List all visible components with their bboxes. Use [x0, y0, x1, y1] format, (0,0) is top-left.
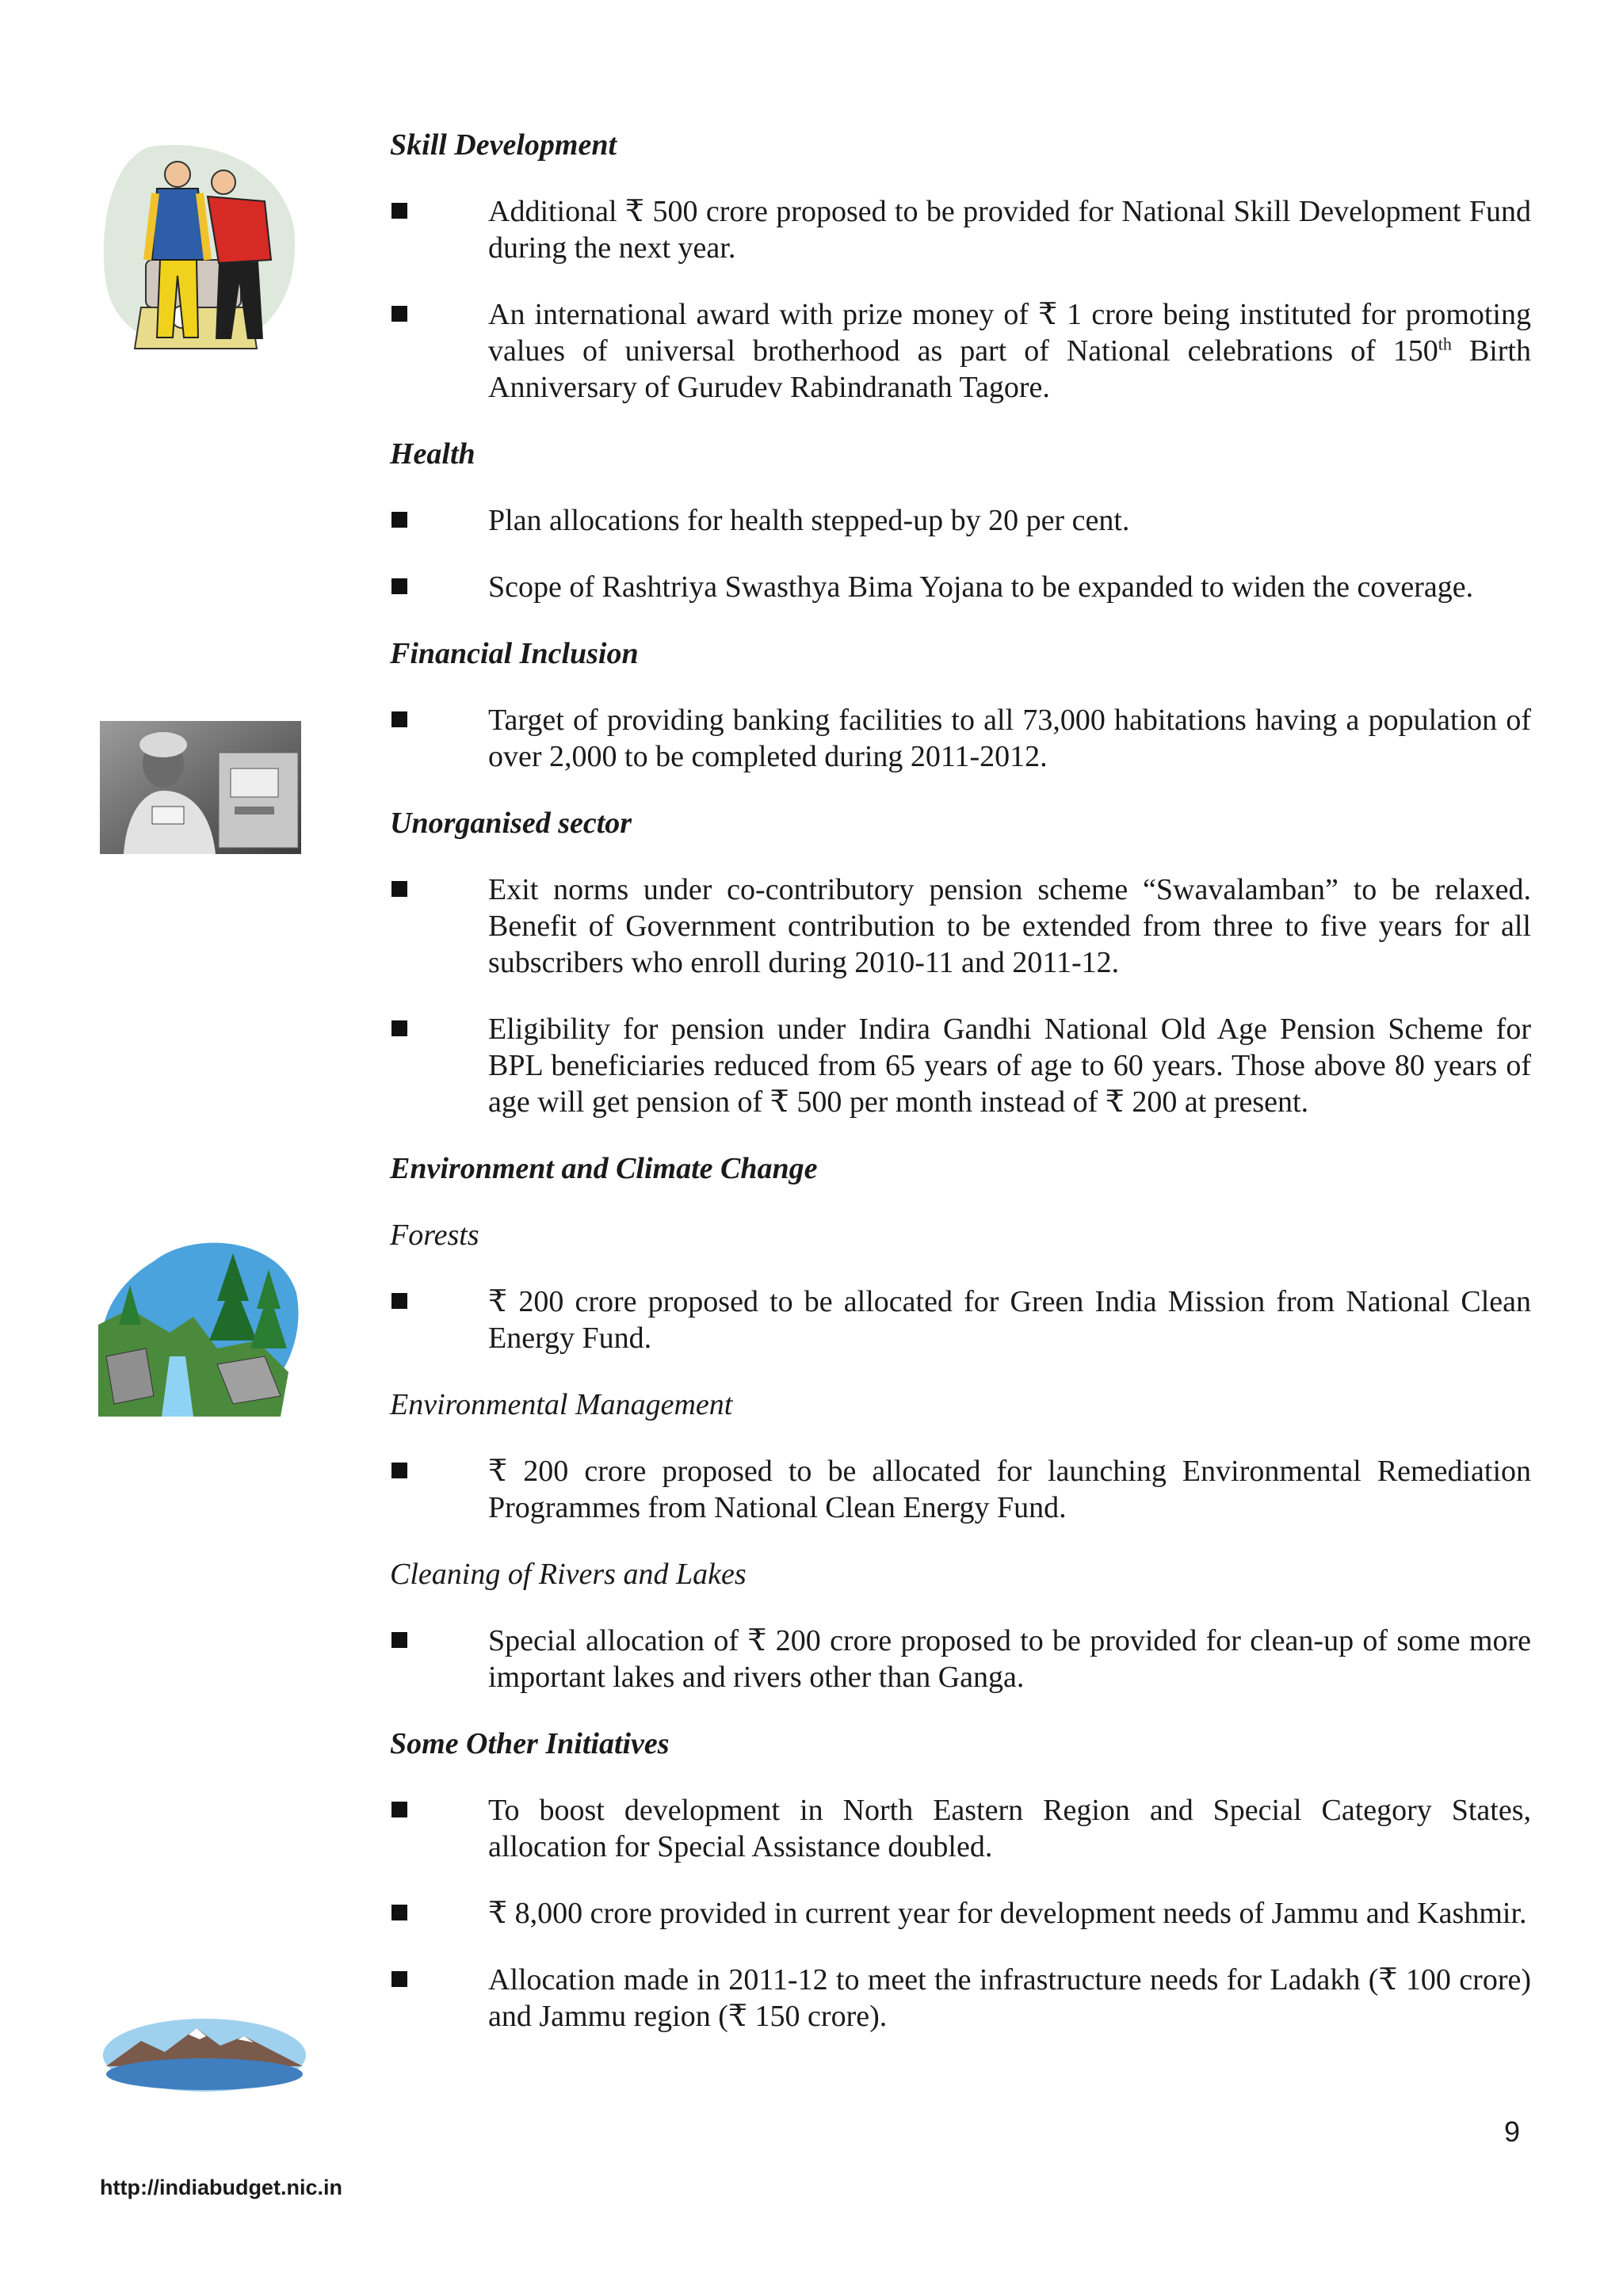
- bullet-square-icon: [391, 1802, 407, 1817]
- bullet-square-icon: [391, 711, 407, 727]
- main-content: [390, 127, 1531, 2065]
- list-item: Scope of Rashtriya Swasthya Bima Yojana to be expanded to widen the coverage.: [390, 569, 1531, 605]
- forest-waterfall-icon: [98, 1238, 304, 1417]
- bullet-square-icon: [391, 881, 407, 897]
- section-heading-other-initiatives: Some Other Initiatives: [390, 1727, 670, 1760]
- list-item: To boost development in North Eastern Region and Special Category States, allocation for Special Assistance doubled.: [390, 1792, 1531, 1865]
- subheading-cleaning-rivers: Cleaning of Rivers and Lakes: [390, 1558, 747, 1591]
- page-number: 9: [1504, 2115, 1521, 2148]
- section-heading-financial-inclusion: Financial Inclusion: [390, 637, 639, 670]
- workers-illustration-icon: [100, 141, 298, 350]
- banking-man-photo: [100, 721, 301, 854]
- bullet-square-icon: [391, 1293, 407, 1309]
- section-heading-environment: Environment and Climate Change: [390, 1152, 818, 1185]
- list-item: Exit norms under co-contributory pension scheme “Swavalamban” to be relaxed. Benefit of Government contribution to be extended from three to five years for all subscribers who enroll during 2010-11 and 2011-12.: [390, 871, 1531, 981]
- list-item: Target of providing banking facilities to all 73,000 habitations having a population of over 2,000 to be completed during 2011-2012.: [390, 702, 1531, 775]
- footer-url-link[interactable]: http://indiabudget.nic.in: [100, 2176, 342, 2199]
- bullet-square-icon: [391, 306, 407, 322]
- bullet-square-icon: [391, 578, 407, 594]
- subheading-environmental-management: Environmental Management: [390, 1388, 733, 1421]
- bullet-square-icon: [391, 512, 407, 528]
- list-item: Additional ₹ 500 crore proposed to be provided for National Skill Development Fund during the next year.: [390, 193, 1531, 266]
- list-item: ₹ 200 crore proposed to be allocated for Green India Mission from National Clean Energy Fund.: [390, 1283, 1531, 1356]
- subheading-forests: Forests: [390, 1219, 479, 1252]
- bullet-square-icon: [391, 203, 407, 219]
- mountain-lake-icon: [101, 2017, 307, 2093]
- section-heading-skill-development: Skill Development: [390, 128, 617, 162]
- list-item: ₹ 200 crore proposed to be allocated for launching Environmental Remediation Programmes from National Clean Energy Fund.: [390, 1453, 1531, 1526]
- bullet-square-icon: [391, 1905, 407, 1920]
- list-item: Eligibility for pension under Indira Gandhi National Old Age Pension Scheme for BPL beneficiaries reduced from 65 years of age to 60 years. Those above 80 years of age will get pension of ₹ 500 per month instead of ₹ 200 at present.: [390, 1011, 1531, 1120]
- list-item: Plan allocations for health stepped-up by 20 per cent.: [390, 502, 1531, 539]
- bullet-square-icon: [391, 1463, 407, 1478]
- bullet-square-icon: [391, 1020, 407, 1036]
- list-item: Special allocation of ₹ 200 crore proposed to be provided for clean-up of some more important lakes and rivers other than Ganga.: [390, 1623, 1531, 1695]
- list-item: Allocation made in 2011-12 to meet the infrastructure needs for Ladakh (₹ 100 crore) and Jammu region (₹ 150 crore).: [390, 1962, 1531, 2035]
- bullet-square-icon: [391, 1971, 407, 1987]
- section-heading-health: Health: [390, 437, 475, 471]
- list-item: ₹ 8,000 crore provided in current year for development needs of Jammu and Kashmir.: [390, 1895, 1531, 1932]
- list-item: An international award with prize money of ₹ 1 crore being instituted for promoting values of universal brotherhood as part of National celebrations of 150th Birth Anniversary of Gurudev Rabindranath Tagore.: [390, 296, 1531, 406]
- bullet-square-icon: [391, 1632, 407, 1648]
- section-heading-unorganised-sector: Unorganised sector: [390, 807, 632, 840]
